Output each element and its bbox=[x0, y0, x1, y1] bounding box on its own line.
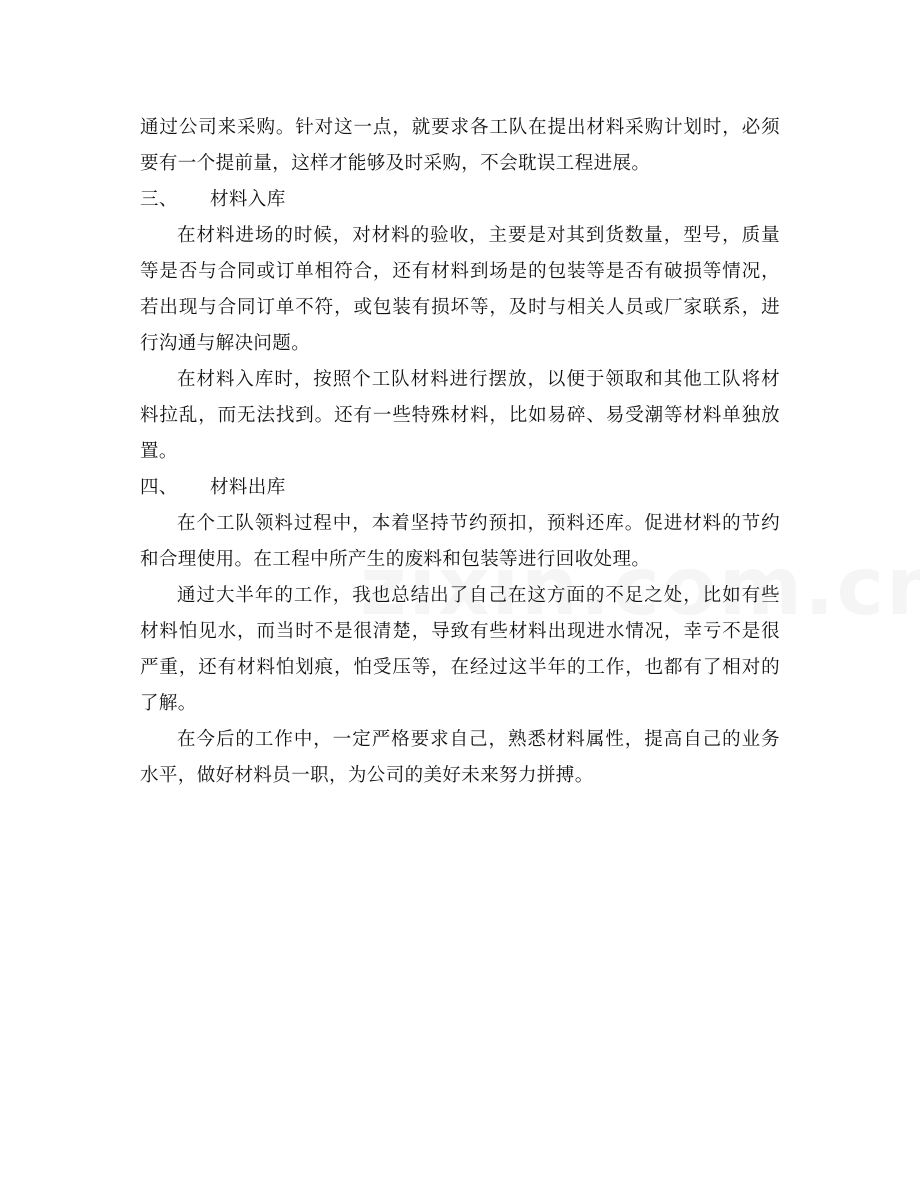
section-heading-3 bbox=[140, 182, 780, 218]
paragraph: 通过大半年的工作，我也总结出了自己在这方面的不足之处，比如有些材料怕见水，而当时不是很清楚，导致有些材料出现进水情况，幸亏不是很严重，还有材料怕划痕，怕受压等，在经过这半年的工作，也都有了相对的了解。 bbox=[140, 585, 780, 714]
section-title: 材料入库 bbox=[210, 189, 286, 210]
paragraph-continuation: 通过公司来采购。针对这一点，就要求各工队在提出材料采购计划时，必须要有一个提前量，这样才能够及时采购，不会耽误工程进展。 bbox=[140, 117, 780, 174]
watermark bbox=[360, 540, 920, 633]
paragraph: 在个工队领料过程中，本着坚持节约预扣，预料还库。促进材料的节约和合理使用。在工程中所产生的废料和包装等进行回收处理。 bbox=[140, 513, 780, 570]
section-number: 四、 bbox=[140, 477, 178, 498]
section-number: 三、 bbox=[140, 189, 178, 210]
section-title: 材料出库 bbox=[210, 477, 286, 498]
paragraph: 在今后的工作中，一定严格要求自己，熟悉材料属性，提高自己的业务水平，做好材料员一职，为公司的美好未来努力拼搏。 bbox=[140, 729, 780, 786]
document-body bbox=[140, 110, 780, 794]
paragraph: 在材料进场的时候，对材料的验收，主要是对其到货数量，型号，质量等是否与合同或订单相符合，还有材料到场是的包装等是否有破损等情况，若出现与合同订单不符，或包装有损坏等，及时与相关人员或厂家联系，进行沟通与解决问题。 bbox=[140, 225, 780, 354]
section-heading-4 bbox=[140, 470, 780, 506]
paragraph: 在材料入库时，按照个工队材料进行摆放，以便于领取和其他工队将材料拉乱，而无法找到。还有一些特殊材料，比如易碎、易受潮等材料单独放置。 bbox=[140, 369, 780, 462]
